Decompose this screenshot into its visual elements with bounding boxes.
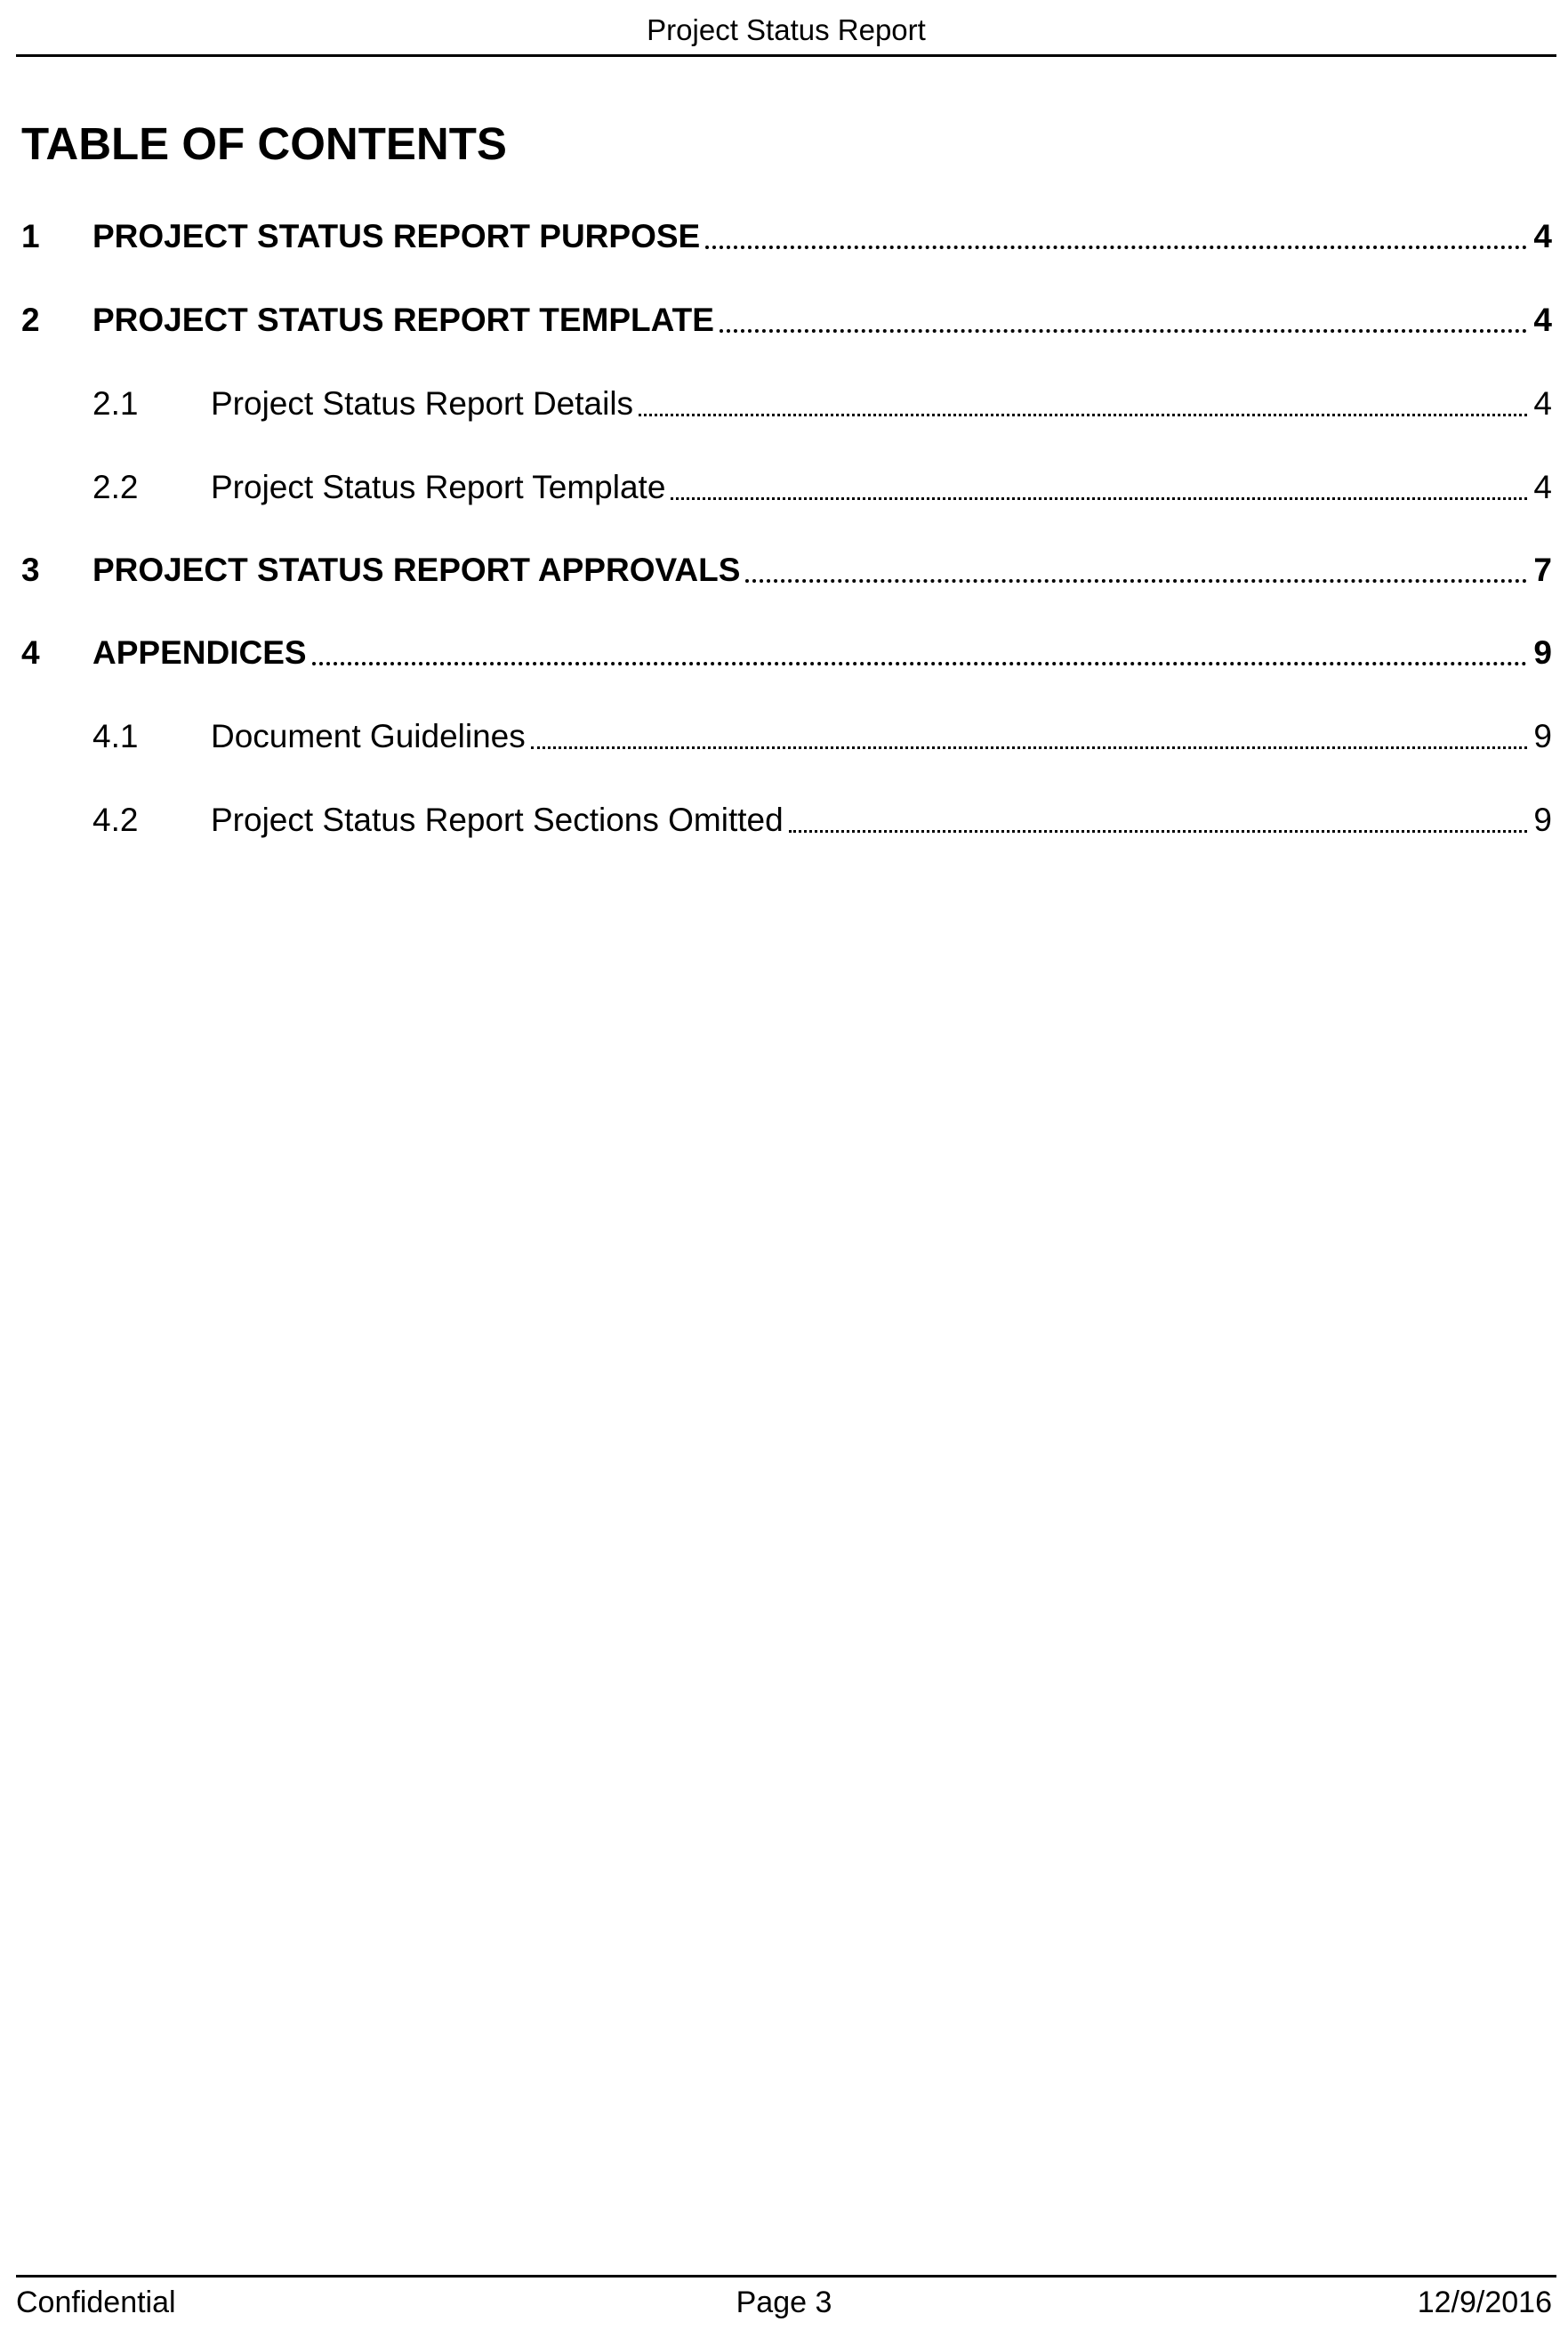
toc-entry-document-guidelines[interactable] [92, 715, 1552, 758]
toc-entry-number: 4 [21, 634, 40, 671]
toc-entry-label: Document Guidelines [211, 718, 526, 754]
toc-dot-leader [789, 830, 1527, 833]
toc-entry-label: APPENDICES [92, 634, 307, 671]
toc-entry-number: 1 [21, 218, 40, 254]
toc-entry-sections-omitted[interactable] [92, 799, 1552, 842]
toc-dot-leader [312, 662, 1527, 665]
toc-entry-page: 4 [1533, 302, 1552, 338]
toc-entry-appendices[interactable] [21, 632, 1552, 674]
toc-entry-page: 9 [1533, 634, 1552, 671]
toc-title: TABLE OF CONTENTS [21, 118, 507, 169]
toc-entry-label: PROJECT STATUS REPORT TEMPLATE [92, 302, 714, 338]
toc-entry-purpose[interactable] [21, 215, 1552, 258]
toc-entry-number: 2.1 [92, 385, 139, 422]
footer-page-number: Page 3 [736, 2286, 832, 2319]
footer-rule [16, 2275, 1556, 2278]
toc-entry-number: 3 [21, 552, 40, 588]
toc-entry-label: PROJECT STATUS REPORT PURPOSE [92, 218, 701, 254]
toc-entry-approvals[interactable] [21, 549, 1552, 592]
toc-entry-page: 7 [1533, 552, 1552, 588]
toc-entry-label: PROJECT STATUS REPORT APPROVALS [92, 552, 741, 588]
toc-entry-number: 4.1 [92, 718, 139, 754]
header-rule [16, 54, 1556, 57]
toc-dot-leader [671, 497, 1527, 500]
toc-entry-page: 4 [1533, 385, 1552, 422]
toc-entry-template[interactable] [21, 299, 1552, 342]
toc-entry-number: 4.2 [92, 802, 139, 838]
toc-dot-leader [639, 414, 1527, 416]
toc-dot-leader [705, 246, 1527, 249]
toc-dot-leader [531, 746, 1527, 749]
footer-date: 12/9/2016 [1417, 2286, 1552, 2319]
toc-entry-label: Project Status Report Template [211, 469, 666, 505]
toc-entry-label: Project Status Report Sections Omitted [211, 802, 784, 838]
toc-dot-leader [745, 579, 1527, 583]
toc-entry-page: 9 [1533, 718, 1552, 754]
toc-dot-leader [720, 329, 1527, 333]
toc-entry-number: 2 [21, 302, 40, 338]
toc-entry-label: Project Status Report Details [211, 385, 634, 422]
running-header: Project Status Report [647, 13, 926, 46]
toc-entry-report-template[interactable] [92, 466, 1552, 509]
footer-confidential: Confidential [16, 2286, 176, 2319]
toc-entry-page: 9 [1533, 802, 1552, 838]
toc-entry-report-details[interactable] [92, 383, 1552, 425]
toc-entry-number: 2.2 [92, 469, 139, 505]
toc-entry-page: 4 [1533, 218, 1552, 254]
toc-entry-page: 4 [1533, 469, 1552, 505]
